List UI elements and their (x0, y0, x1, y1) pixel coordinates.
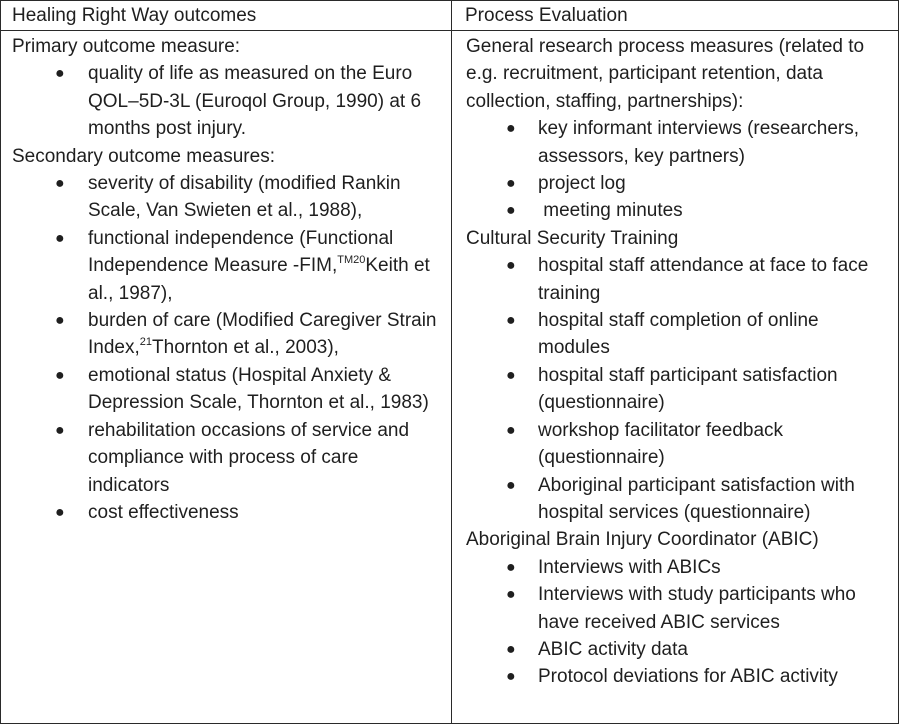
bullet-icon: ● (506, 257, 516, 275)
list-item (12, 60, 444, 142)
list-item (466, 636, 894, 663)
list-item-text: Protocol deviations for ABIC activity (538, 666, 838, 688)
bullet-icon: ● (506, 312, 516, 330)
list-item (12, 362, 444, 417)
secondary-outcome-list (12, 170, 444, 526)
list-item (466, 307, 894, 362)
header-healing-right-way-outcomes: Healing Right Way outcomes (12, 5, 257, 26)
list-item-text: Aboriginal participant satisfaction with hospital services (questionnaire) (538, 474, 855, 523)
bullet-icon: ● (506, 586, 516, 604)
list-item-text: rehabilitation occasions of service and compliance with process of care indicators (88, 419, 410, 496)
list-item-text: project log (538, 173, 626, 195)
list-item (466, 170, 894, 197)
list-item-text: emotional status (Hospital Anxiety & Depression Scale, Thornton et al., 1983) (88, 364, 429, 414)
list-item (466, 115, 894, 170)
bullet-icon: ● (506, 558, 516, 576)
general-process-list (466, 115, 894, 225)
outcomes-cell (12, 33, 444, 526)
list-item-text: cost effectiveness (88, 501, 239, 523)
bullet-icon: ● (506, 120, 516, 138)
bullet-icon: ● (55, 175, 65, 193)
list-item (466, 417, 894, 472)
list-item-text: Interviews with study participants who have received ABIC services (538, 584, 856, 633)
list-item-text: hospital staff participant satisfaction (questionnaire) (538, 364, 838, 414)
list-item (466, 252, 894, 307)
list-item (466, 197, 894, 224)
bullet-icon: ● (55, 366, 65, 384)
list-item (466, 472, 894, 527)
list-item-text: severity of disability (modified Rankin Scale, Van Swieten et al., 1988), (88, 173, 401, 222)
header-process-evaluation: Process Evaluation (465, 5, 628, 26)
list-item (466, 362, 894, 417)
list-item (12, 225, 444, 307)
abic-list (466, 554, 894, 691)
list-item (466, 554, 894, 581)
primary-outcome-heading: Primary outcome measure: (12, 36, 241, 57)
list-item-text: Interviews with ABICs (538, 556, 721, 578)
citation-superscript: TM20 (337, 254, 366, 267)
list-item-text: ABIC activity data (538, 638, 688, 660)
bullet-icon: ● (55, 65, 65, 83)
header-row-divider (1, 30, 898, 31)
bullet-icon: ● (506, 175, 516, 193)
bullet-icon: ● (506, 202, 516, 220)
abic-heading: Aboriginal Brain Injury Coordinator (ABIC) (466, 529, 819, 551)
bullet-icon: ● (506, 640, 516, 658)
list-item-text: meeting minutes (538, 200, 683, 222)
bullet-icon: ● (55, 421, 65, 439)
list-item (466, 581, 894, 636)
citation-superscript: 21 (139, 336, 153, 349)
list-item-text: Thornton et al., 2003), (152, 337, 339, 359)
cultural-security-list (466, 252, 894, 526)
column-divider (451, 1, 452, 723)
list-item (12, 499, 444, 526)
list-item-text: key informant interviews (researchers, assessors, key partners) (538, 118, 859, 167)
bullet-icon: ● (55, 503, 65, 521)
process-evaluation-cell (466, 33, 894, 691)
primary-outcome-list (12, 60, 444, 142)
cultural-security-heading: Cultural Security Training (466, 227, 679, 249)
list-item-text: quality of life as measured on the Euro QOL–5D-3L (Euroqol Group, 1990) at 6 months post injury. (88, 63, 422, 140)
list-item (12, 417, 444, 499)
bullet-icon: ● (506, 668, 516, 686)
list-item-text: functional independence (Functional Independence Measure -FIM, (88, 227, 394, 277)
secondary-outcome-heading: Secondary outcome measures: (12, 145, 275, 167)
list-item-text: Keith et al., 1987), (88, 255, 430, 304)
bullet-icon: ● (506, 476, 516, 494)
bullet-icon: ● (506, 366, 516, 384)
list-item (12, 307, 444, 362)
list-item-text: workshop facilitator feedback (questionnaire) (538, 419, 784, 469)
bullet-icon: ● (55, 312, 65, 330)
bullet-icon: ● (506, 421, 516, 439)
list-item (12, 170, 444, 225)
list-item-text: hospital staff attendance at face to face training (538, 255, 869, 304)
general-process-heading: General research process measures (related to e.g. recruitment, participant retention, data collection, staffing, partnerships): (466, 36, 865, 112)
list-item-text: burden of care (Modified Caregiver Strain Index, (88, 310, 437, 359)
bullet-icon: ● (55, 229, 65, 247)
list-item (466, 663, 894, 690)
list-item-text: hospital staff completion of online modules (538, 310, 819, 359)
